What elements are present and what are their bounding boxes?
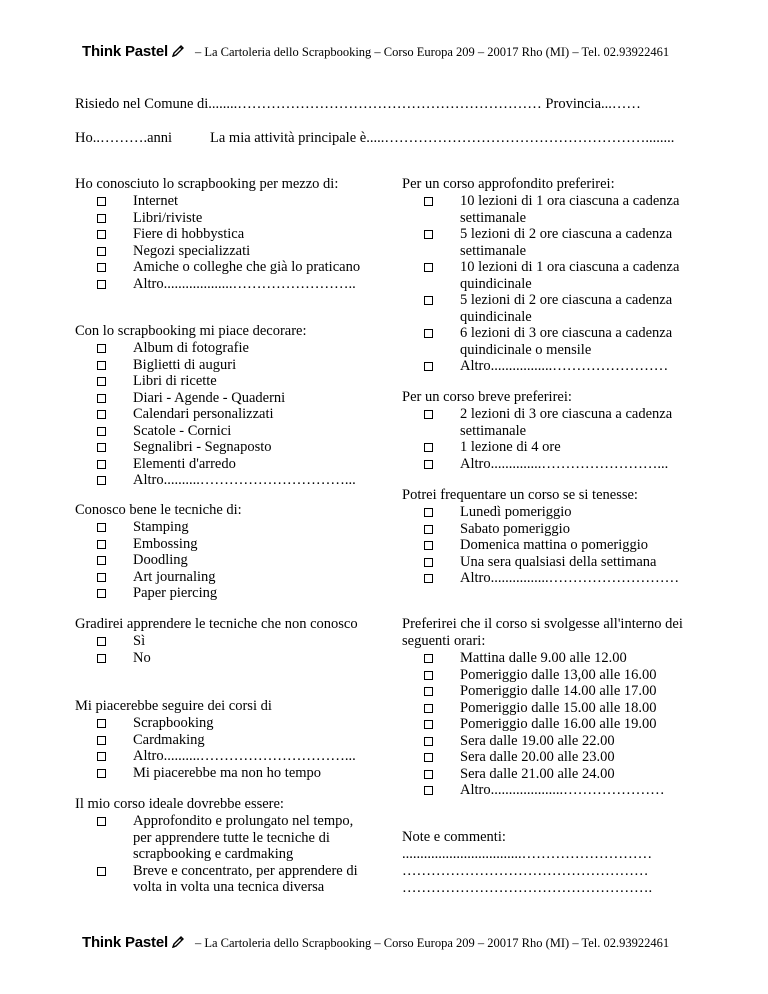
checkbox[interactable] (424, 197, 433, 206)
question-text: Conosco bene le tecniche di: (75, 502, 242, 518)
options-list (75, 519, 375, 602)
option-item[interactable] (402, 193, 702, 226)
checkbox[interactable] (97, 443, 106, 452)
question-learn-techniques (75, 616, 365, 666)
option-label: 5 lezioni di 2 ore ciascuna a cadenza settimanale (460, 226, 673, 259)
question-short-course (402, 389, 702, 472)
option-label: Paper piercing (133, 585, 218, 601)
option-item[interactable] (75, 748, 375, 765)
option-item[interactable] (75, 456, 375, 473)
checkbox[interactable] (97, 377, 106, 386)
option-label: Altro...................…………………….. (133, 275, 356, 292)
activity-field[interactable]: La mia attività principale è.....………………………………………………........ (210, 130, 675, 146)
option-item[interactable] (75, 813, 375, 863)
option-label: Breve e concentrato, per apprendere di volta in volta una tecnica diversa (133, 862, 358, 895)
option-label: Stamping (133, 519, 189, 535)
checkbox[interactable] (97, 769, 106, 778)
option-label: Doodling (133, 552, 188, 568)
options-list (402, 504, 702, 587)
option-item[interactable] (75, 226, 375, 243)
option-label: Altro..............……………………... (460, 455, 669, 472)
option-item[interactable] (75, 519, 375, 536)
option-label: Scrapbooking (133, 715, 214, 731)
question-ideal-course (75, 796, 375, 896)
pencil-icon (171, 935, 185, 954)
checkbox[interactable] (97, 867, 106, 876)
option-item[interactable] (402, 325, 702, 358)
checkbox[interactable] (424, 263, 433, 272)
option-item[interactable] (75, 863, 375, 896)
option-label: Lunedì pomeriggio (460, 504, 572, 520)
option-label: Sera dalle 19.00 alle 22.00 (460, 732, 615, 749)
question-availability (402, 487, 702, 587)
option-item[interactable] (402, 439, 702, 456)
option-label: Fiere di hobbystica (133, 226, 245, 242)
option-item[interactable] (75, 650, 365, 667)
checkbox[interactable] (424, 558, 433, 567)
option-label: Altro.................…………………… (460, 358, 669, 374)
question-time-slots (402, 616, 692, 799)
option-label: Sì (133, 633, 146, 649)
option-item[interactable] (402, 504, 702, 521)
option-label: Segnalibri - Segnaposto (133, 439, 272, 455)
checkbox[interactable] (97, 263, 106, 272)
checkbox[interactable] (97, 523, 106, 532)
option-item[interactable] (75, 406, 375, 423)
question-text: Mi piacerebbe seguire dei corsi di (75, 698, 272, 714)
checkbox[interactable] (424, 296, 433, 305)
option-label: Pomeriggio dalle 16.00 alle 19.00 (460, 716, 657, 732)
option-label: Album di fotografie (133, 340, 249, 356)
option-label: Altro................……………………… (460, 570, 680, 586)
store-address: – La Cartoleria dello Scrapbooking – Corso Europa 209 – 20017 Rho (MI) – Tel. 02.93922461 (194, 936, 670, 950)
checkbox[interactable] (97, 752, 106, 761)
option-item[interactable] (402, 554, 702, 571)
option-label: Altro..........…………………………... (133, 748, 356, 764)
question-in-depth-course (402, 176, 702, 375)
option-label: Libri di ricette (133, 373, 217, 389)
checkbox[interactable] (424, 230, 433, 239)
pencil-icon (171, 44, 185, 63)
option-item[interactable] (75, 552, 375, 569)
checkbox[interactable] (97, 230, 106, 239)
checkbox[interactable] (97, 280, 106, 289)
checkbox[interactable] (97, 573, 106, 582)
option-label: Diari - Agende - Quaderni (133, 389, 286, 406)
checkbox[interactable] (424, 362, 433, 371)
option-label: Mi piacerebbe ma non ho tempo (133, 764, 322, 781)
checkbox[interactable] (424, 786, 433, 795)
option-label: 5 lezioni di 2 ore ciascuna a cadenza quindicinale (460, 292, 673, 325)
checkbox[interactable] (97, 637, 106, 646)
checkbox[interactable] (97, 556, 106, 565)
option-label: Una sera qualsiasi della settimana (460, 553, 657, 570)
checkbox[interactable] (97, 719, 106, 728)
store-address: – La Cartoleria dello Scrapbooking – Corso Europa 209 – 20017 Rho (MI) – Tel. 02.93922461 (194, 45, 670, 59)
option-item[interactable] (75, 373, 375, 390)
checkbox[interactable] (424, 574, 433, 583)
option-label: Pomeriggio dalle 14.00 alle 17.00 (460, 683, 657, 699)
options-list (75, 715, 375, 781)
question-text: Per un corso approfondito preferirei: (402, 176, 615, 192)
option-item[interactable] (402, 292, 702, 325)
checkbox[interactable] (97, 361, 106, 370)
question-text: Con lo scrapbooking mi piace decorare: (75, 323, 307, 339)
checkbox[interactable] (97, 736, 106, 745)
option-item[interactable] (75, 439, 375, 456)
options-list (402, 406, 702, 472)
option-item[interactable] (402, 667, 692, 684)
option-item[interactable] (402, 782, 692, 799)
option-label: Art journaling (133, 568, 216, 585)
option-item[interactable] (402, 259, 702, 292)
option-item[interactable] (402, 766, 692, 783)
question-text: Ho conosciuto lo scrapbooking per mezzo di: (75, 176, 339, 192)
option-item[interactable] (402, 521, 702, 538)
option-item[interactable] (402, 716, 692, 733)
checkbox[interactable] (424, 443, 433, 452)
notes-label: Note e commenti: (402, 829, 506, 845)
checkbox[interactable] (97, 476, 106, 485)
checkbox[interactable] (97, 197, 106, 206)
option-item[interactable] (75, 472, 375, 489)
option-label: Pomeriggio dalle 15.00 alle 18.00 (460, 699, 657, 716)
page-footer (82, 934, 722, 954)
option-label: Pomeriggio dalle 13,00 alle 16.00 (460, 666, 657, 683)
question-text: Preferirei che il corso si svolgesse all'interno dei seguenti orari: (402, 616, 683, 649)
option-item[interactable] (75, 243, 375, 260)
options-list (402, 650, 692, 799)
checkbox[interactable] (424, 541, 433, 550)
option-item[interactable] (75, 259, 375, 276)
comune-field[interactable]: Risiedo nel Comune di........……………………………………………………… Provincia...…… (75, 96, 641, 112)
question-courses (75, 698, 375, 781)
question-known-techniques (75, 502, 375, 602)
checkbox[interactable] (424, 410, 433, 419)
checkbox[interactable] (97, 214, 106, 223)
option-item[interactable] (75, 210, 375, 227)
option-item[interactable] (402, 570, 702, 587)
option-label: 1 lezione di 4 ore (460, 439, 561, 455)
checkbox[interactable] (424, 671, 433, 680)
checkbox[interactable] (97, 247, 106, 256)
option-item[interactable] (402, 650, 692, 667)
checkbox[interactable] (424, 737, 433, 746)
option-item[interactable] (402, 537, 702, 554)
question-text: Il mio corso ideale dovrebbe essere: (75, 796, 284, 812)
question-decorate (75, 323, 375, 489)
option-item[interactable] (75, 732, 375, 749)
option-label: Internet (133, 193, 179, 209)
option-label: Negozi specializzati (133, 242, 251, 259)
checkbox[interactable] (97, 344, 106, 353)
option-label: 2 lezioni di 3 ore ciascuna a cadenza settimanale (460, 406, 673, 439)
checkbox[interactable] (424, 654, 433, 663)
option-label: 6 lezioni di 3 ore ciascuna a cadenza quindicinale o mensile (460, 325, 673, 358)
option-item[interactable] (402, 733, 692, 750)
options-list (75, 193, 375, 292)
notes-section (402, 829, 702, 897)
age-field[interactable]: Ho..……….anni (75, 130, 173, 146)
checkbox[interactable] (97, 540, 106, 549)
option-item[interactable] (75, 715, 375, 732)
checkbox[interactable] (97, 817, 106, 826)
notes-line[interactable]: ……………………………………………. (402, 880, 653, 896)
option-label: Altro....................………………… (460, 782, 665, 798)
option-label: Elementi d'arredo (133, 455, 236, 472)
option-item[interactable] (75, 193, 375, 210)
option-label: No (133, 649, 151, 666)
option-label: Embossing (133, 535, 198, 552)
option-label: 10 lezioni di 1 ora ciascuna a cadenza settimanale (460, 193, 680, 226)
notes-line[interactable]: .................................……………………… (402, 846, 653, 862)
options-list (402, 193, 702, 375)
question-how-known (75, 176, 375, 292)
checkbox[interactable] (424, 753, 433, 762)
checkbox[interactable] (424, 525, 433, 534)
option-item[interactable] (75, 423, 375, 440)
logo: Think Pastel (82, 43, 168, 60)
option-label: Sera dalle 20.00 alle 23.00 (460, 749, 615, 765)
option-item[interactable] (75, 536, 375, 553)
option-label: Amiche o colleghe che già lo praticano (133, 259, 361, 275)
checkbox[interactable] (97, 654, 106, 663)
option-item[interactable] (75, 633, 365, 650)
option-item[interactable] (402, 456, 702, 473)
option-label: Cardmaking (133, 731, 205, 748)
option-item[interactable] (402, 749, 692, 766)
checkbox[interactable] (424, 460, 433, 469)
option-label: Biglietti di auguri (133, 356, 237, 373)
question-text: Potrei frequentare un corso se si tenesse: (402, 487, 638, 503)
checkbox[interactable] (424, 704, 433, 713)
option-label: Approfondito e prolungato nel tempo, per apprendere tutte le tecniche di scrapbooking e cardmaking (133, 813, 354, 862)
option-label: Scatole - Cornici (133, 422, 232, 439)
option-item[interactable] (75, 585, 375, 602)
question-text: Gradirei apprendere le tecniche che non conosco (75, 616, 358, 632)
question-text: Per un corso breve preferirei: (402, 389, 572, 405)
option-item[interactable] (402, 358, 702, 375)
page-header (82, 43, 722, 63)
option-label: Libri/riviste (133, 209, 203, 226)
checkbox[interactable] (97, 427, 106, 436)
option-label: Sabato pomeriggio (460, 520, 570, 537)
options-list (75, 633, 365, 666)
checkbox[interactable] (424, 508, 433, 517)
option-label: Altro..........…………………………... (133, 472, 356, 488)
checkbox[interactable] (424, 720, 433, 729)
option-item[interactable] (402, 700, 692, 717)
option-item[interactable] (402, 406, 702, 439)
checkbox[interactable] (97, 394, 106, 403)
notes-line[interactable]: …………………………………………… (402, 863, 649, 879)
options-list (75, 340, 375, 489)
option-label: Sera dalle 21.00 alle 24.00 (460, 765, 615, 782)
option-item[interactable] (75, 390, 375, 407)
checkbox[interactable] (97, 589, 106, 598)
option-label: Calendari personalizzati (133, 406, 274, 422)
option-label: 10 lezioni di 1 ora ciascuna a cadenza quindicinale (460, 259, 680, 292)
option-label: Mattina dalle 9.00 alle 12.00 (460, 650, 627, 666)
checkbox[interactable] (97, 460, 106, 469)
option-label: Domenica mattina o pomeriggio (460, 537, 649, 553)
option-item[interactable] (75, 569, 375, 586)
option-item[interactable] (75, 276, 375, 293)
option-item[interactable] (402, 683, 692, 700)
checkbox[interactable] (424, 687, 433, 696)
option-item[interactable] (402, 226, 702, 259)
logo: Think Pastel (82, 934, 168, 951)
options-list (75, 813, 375, 896)
checkbox[interactable] (424, 770, 433, 779)
option-item[interactable] (75, 765, 375, 782)
checkbox[interactable] (424, 329, 433, 338)
checkbox[interactable] (97, 410, 106, 419)
option-item[interactable] (75, 340, 375, 357)
option-item[interactable] (75, 357, 375, 374)
